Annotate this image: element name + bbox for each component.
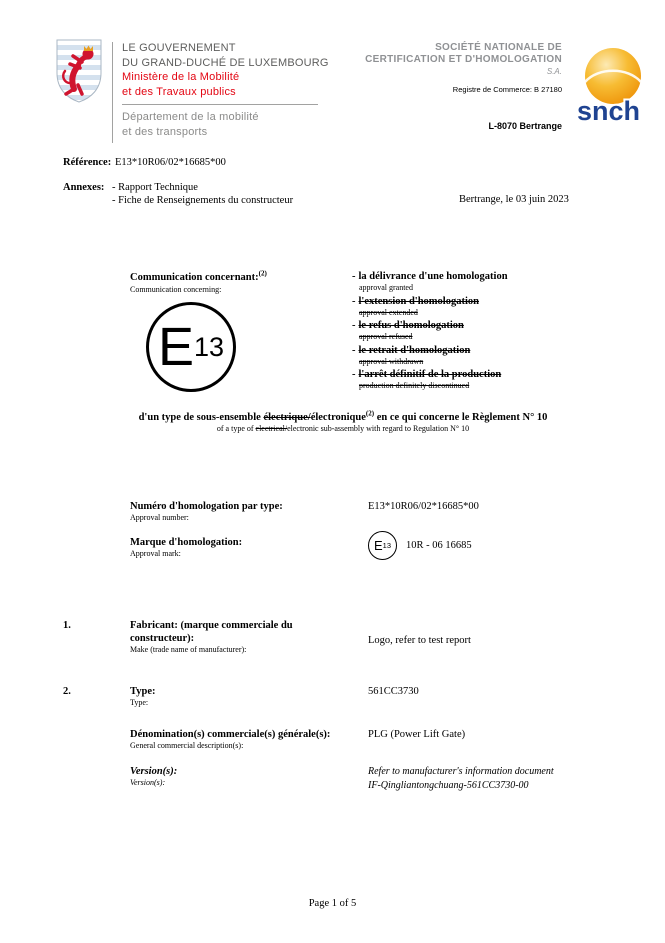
communication-option [352,320,622,341]
option-label-fr: l'extension d'homologation [358,295,479,307]
communication-option [352,296,622,317]
ministry-divider-line [122,104,318,105]
communication-label-en: Communication concerning: [130,285,222,294]
approval-mark-label [130,536,350,559]
section-2-label-fr: Type: [130,686,156,697]
section-2-label [130,685,350,708]
section-2-value: 561CC3730 [368,686,419,697]
annex-item: - Fiche de Renseignements du constructeur [112,195,294,206]
section-1-value: Logo, refer to test report [368,635,471,646]
e13-approval-mark-small [368,531,397,560]
versions-label-en: Version(s): [130,778,166,787]
communication-label-fr: Communication concernant: [130,272,259,283]
option-label-fr: le retrait d'homologation [358,344,471,356]
snch-registry: Registre de Commerce: B 27180 [452,85,562,94]
communication-option [352,369,622,390]
snch-logo-text: snch [577,96,641,126]
department-line2: et des transports [122,125,208,138]
subject-en-post: electronic sub-assembly with regard to Regulation N° 10 [287,424,470,433]
annexes-label: Annexes: [63,182,105,193]
e-mark-letter: E [373,538,383,553]
section-2-label-en: Type: [130,698,149,707]
snch-header [330,42,562,94]
snch-legal-form: S.A. [546,67,562,76]
communication-option [352,345,622,366]
annex-item: - Rapport Technique [112,182,198,193]
e13-small-mark-text [374,539,391,552]
government-line2: DU GRAND-DUCHÉ DE LUXEMBOURG [122,56,329,69]
option-label-en: approval refused [359,332,413,341]
subject-fr-note: (2) [365,409,375,418]
communication-label [130,271,340,295]
e-mark-letter: E [157,317,194,377]
approval-mark-value [368,531,472,560]
section-2-number: 2. [63,686,71,697]
subject-fr-post: en ce qui concerne le Règlement N° 10 [374,412,548,423]
option-dash: - [352,271,356,282]
option-dash: - [352,344,356,356]
option-label-en: production definitely discontinued [359,381,470,390]
option-dash: - [352,369,356,380]
subject-en-struck: electrical/ [255,424,288,433]
e13-mark-text [157,317,225,377]
subject-fr-pre: d'un type de sous-ensemble [138,412,264,423]
ministry-line1: Ministère de la Mobilité [122,71,240,83]
denomination-label-en: General commercial description(s): [130,741,244,750]
subject-fr-mid: électronique [310,412,366,423]
reference-label: Référence: [63,157,112,168]
versions-value [368,765,628,792]
page-number: Page 1 of 5 [308,898,357,909]
subject-fr-struck: électrique/ [263,412,311,423]
option-label-fr: la délivrance d'une homologation [358,271,508,282]
denomination-label-fr: Dénomination(s) commerciale(s) générale(s): [130,729,331,740]
section-1-label-en: Make (trade name of manufacturer): [130,645,247,654]
reference-value: E13*10R06/02*16685*00 [115,157,226,168]
snch-name-line2: CERTIFICATION ET D'HOMOLOGATION [365,54,562,65]
subject-line-en [63,424,623,434]
versions-value-line2: IF-Qingliantongchuang-561CC3730-00 [368,779,529,791]
section-1-number: 1. [63,620,71,631]
government-header [122,41,329,139]
ministry-line2: et des Travaux publics [122,85,236,98]
header-vertical-divider [112,42,113,143]
option-label-en: approval withdrawn [359,356,424,366]
department-line1: Département de la mobilité [122,111,259,123]
government-line1: LE GOUVERNEMENT [122,42,236,54]
snch-city: L-8070 Bertrange [488,121,562,131]
e13-approval-mark-large [146,302,236,392]
subject-en-pre: of a type of [216,424,256,433]
date-place-line: Bertrange, le 03 juin 2023 [459,194,569,205]
approval-mark-label-fr: Marque d'homologation: [130,537,243,548]
communication-option [352,271,622,292]
versions-label-fr: Version(s): [130,766,178,777]
option-dash: - [352,320,356,331]
communication-options [352,271,622,394]
e-mark-number: 13 [193,331,225,362]
luxembourg-coat-of-arms-icon [54,37,104,107]
section-1-label [130,619,330,655]
option-label-en: approval extended [359,307,418,317]
denomination-value: PLG (Power Lift Gate) [368,729,466,740]
option-label-fr: le refus d'homologation [358,320,464,331]
option-dash: - [352,295,356,307]
subject-block [63,411,623,434]
approval-number-label [130,500,350,523]
approval-mark-label-en: Approval mark: [130,549,181,558]
approval-number-value: E13*10R06/02*16685*00 [368,501,479,512]
approval-mark-suffix: 10R - 06 16685 [406,540,472,551]
versions-value-line1: Refer to manufacturer's information document [368,766,554,777]
annexes-list [112,181,293,207]
option-label-fr: l'arrêt définitif de la production [358,369,502,380]
approval-number-label-fr: Numéro d'homologation par type: [130,501,283,512]
approval-number-label-en: Approval number: [130,513,189,522]
option-label-en: approval granted [359,283,413,292]
versions-label [130,765,350,788]
snch-name-line1: SOCIÉTÉ NATIONALE DE [435,42,562,53]
section-1-label-fr: Fabricant: (marque commerciale du constructeur): [130,620,293,644]
subject-line-fr [63,411,623,424]
snch-logo-icon [576,46,646,128]
e-mark-number: 13 [382,540,391,550]
denomination-label [130,728,360,751]
communication-note: (2) [258,269,267,278]
